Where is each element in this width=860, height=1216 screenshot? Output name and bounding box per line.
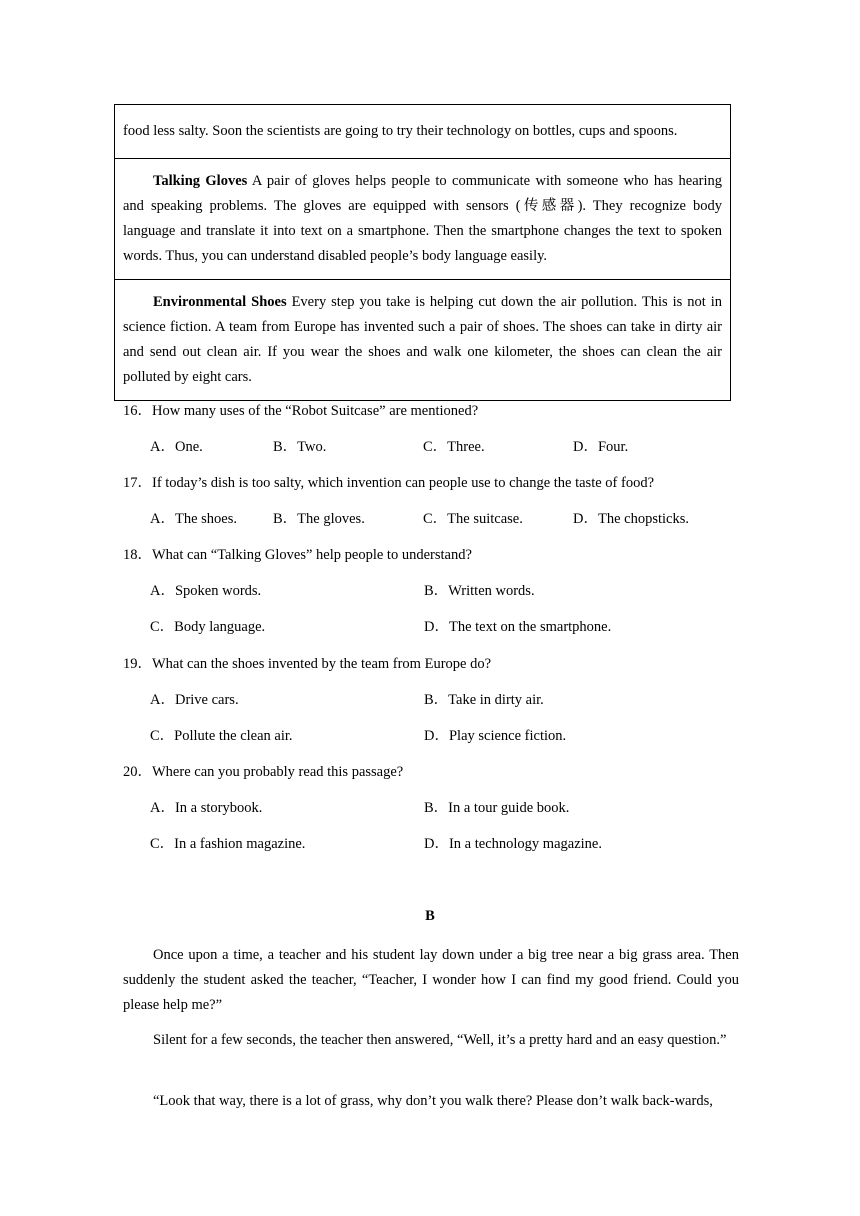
answer-option[interactable]: A．In a storybook. (150, 800, 263, 816)
passage-text (123, 169, 722, 269)
answer-option[interactable]: C．Three. (423, 439, 485, 455)
passage-cell-3 (115, 279, 730, 400)
answer-option[interactable]: A．One. (150, 439, 203, 455)
answer-option[interactable]: D．The chopsticks. (573, 511, 689, 527)
answer-option[interactable]: D．Play science fiction. (424, 728, 567, 744)
question-stem: 20．Where can you probably read this passage? (123, 764, 404, 780)
passage-cell-1 (115, 105, 730, 158)
answer-option[interactable]: B．Two. (273, 439, 327, 455)
answer-option[interactable]: B．The gloves. (273, 511, 365, 527)
passage-text: food less salty. Soon the scientists are going to try their technology on bottles, cups and spoons. (123, 123, 678, 139)
invention-description: Every step you take is helping cut down the air pollution. This is not in science fiction. A team from Europe has invented such a pair of shoes. The shoes can take in dirty air and send out clean air. If you wear the shoes and walk one kilometer, the shoes can clean the air polluted by eight cars. (123, 294, 722, 385)
answer-option[interactable]: A．Drive cars. (150, 692, 239, 708)
answer-option[interactable]: D．In a technology magazine. (424, 836, 602, 852)
invention-title: Environmental Shoes (153, 294, 287, 310)
invention-description: A pair of gloves helps people to communicate with someone who has hearing and speaking problems. The gloves are equipped with sensors (传感器). They recognize body language and translate it into text on a smartphone. Then the smartphone changes the text to spoken words. Thus, you can understand disabled people’s body language easily. (123, 173, 723, 264)
answer-option[interactable]: D．Four. (573, 439, 629, 455)
answer-option[interactable]: D．The text on the smartphone. (424, 619, 612, 635)
question-stem: 18．What can “Talking Gloves” help people to understand? (123, 547, 472, 563)
story-paragraph-1 (123, 943, 739, 1018)
story-text: Silent for a few seconds, the teacher then answered, “Well, it’s a pretty hard and an easy question.” (153, 1032, 727, 1048)
answer-option[interactable]: A．Spoken words. (150, 583, 262, 599)
answer-option[interactable]: A．The shoes. (150, 511, 237, 527)
answer-option[interactable]: C．In a fashion magazine. (150, 836, 306, 852)
passage-cell-2 (115, 158, 730, 279)
invention-title: Talking Gloves (153, 173, 248, 189)
answer-option[interactable]: C．Pollute the clean air. (150, 728, 293, 744)
question-stem: 17．If today’s dish is too salty, which invention can people use to change the taste of food? (123, 475, 655, 491)
answer-option[interactable]: B．Take in dirty air. (424, 692, 544, 708)
section-heading: B (425, 908, 435, 924)
passage-box (114, 104, 731, 401)
question-stem: 19．What can the shoes invented by the team from Europe do? (123, 656, 492, 672)
story-paragraph-2 (123, 1028, 739, 1053)
passage-text (123, 290, 722, 390)
answer-option[interactable]: B．Written words. (424, 583, 535, 599)
answer-option[interactable]: C．Body language. (150, 619, 266, 635)
story-paragraph-3 (123, 1089, 739, 1114)
story-text: “Look that way, there is a lot of grass, why don’t you walk there? Please don’t walk back-wards, (153, 1093, 713, 1109)
answer-option[interactable]: C．The suitcase. (423, 511, 523, 527)
question-stem: 16．How many uses of the “Robot Suitcase” are mentioned? (123, 403, 479, 419)
story-text: Once upon a time, a teacher and his student lay down under a big tree near a big grass area. Then suddenly the student asked the teacher, “Teacher, I wonder how I can find my good friend. Could you please help me?” (123, 947, 739, 1013)
answer-option[interactable]: B．In a tour guide book. (424, 800, 570, 816)
